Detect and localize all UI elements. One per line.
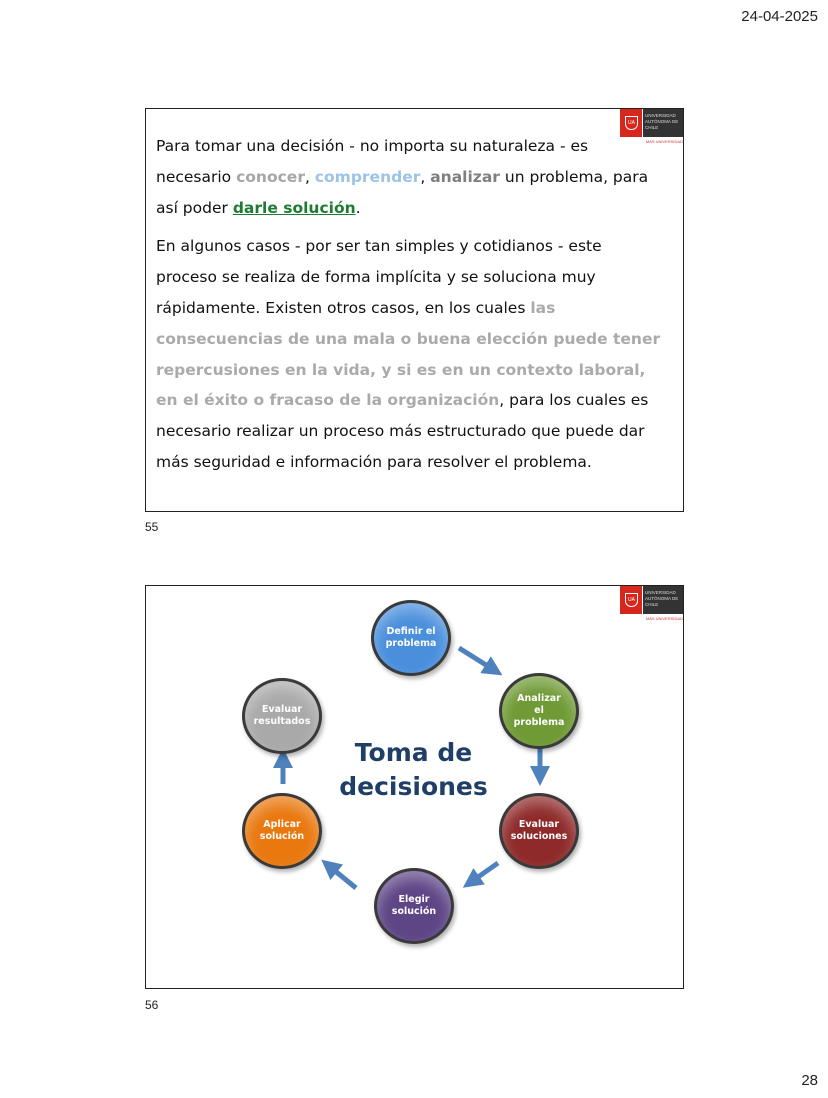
print-date: 24-04-2025 (741, 8, 818, 25)
step-definir-problema: Definir el problema (371, 600, 451, 676)
slide-55 (145, 108, 684, 512)
paragraph-2: En algunos casos - por ser tan simples y cotidianos - este proceso se realiza de forma implícita y se soluciona muy rápidamente. Existen otros casos, en los cuales las consecuencias de una mala o buena elección puede tener repercusiones en la vida, y si es en un contexto laboral, en el éxito o fracaso de la organización, para los cuales es necesario realizar un proceso más estructurado que puede dar más seguridad e información para resolver el problema. (156, 237, 661, 471)
arrow-3 (471, 863, 498, 882)
step-evaluar-soluciones: Evaluar soluciones (499, 793, 579, 869)
paragraph-1: Para tomar una decisión - no importa su naturaleza - es necesario conocer, comprender, analizar un problema, para así poder darle solución. (156, 137, 649, 217)
slide-number: 56 (145, 998, 159, 1012)
slide-56 (145, 585, 684, 989)
university-logo: UA UNIVERSIDAD AUTÓNOMA DE CHILE MÁS UNIVERSIDAD (620, 586, 683, 624)
university-logo: UA UNIVERSIDAD AUTÓNOMA DE CHILE MÁS UNIVERSIDAD (620, 109, 683, 147)
step-aplicar-solucion: Aplicar solución (242, 793, 322, 869)
slide-number: 55 (145, 520, 159, 534)
step-analizar-problema: Analizar el problema (499, 673, 579, 749)
step-evaluar-resultados: Evaluar resultados (242, 678, 322, 754)
arrow-1 (459, 648, 494, 670)
step-elegir-solucion: Elegir solución (374, 868, 454, 944)
page-number: 28 (801, 1072, 818, 1089)
slide-text (156, 131, 666, 486)
arrow-4 (329, 866, 356, 888)
diagram-title: Toma de decisiones (339, 738, 488, 801)
